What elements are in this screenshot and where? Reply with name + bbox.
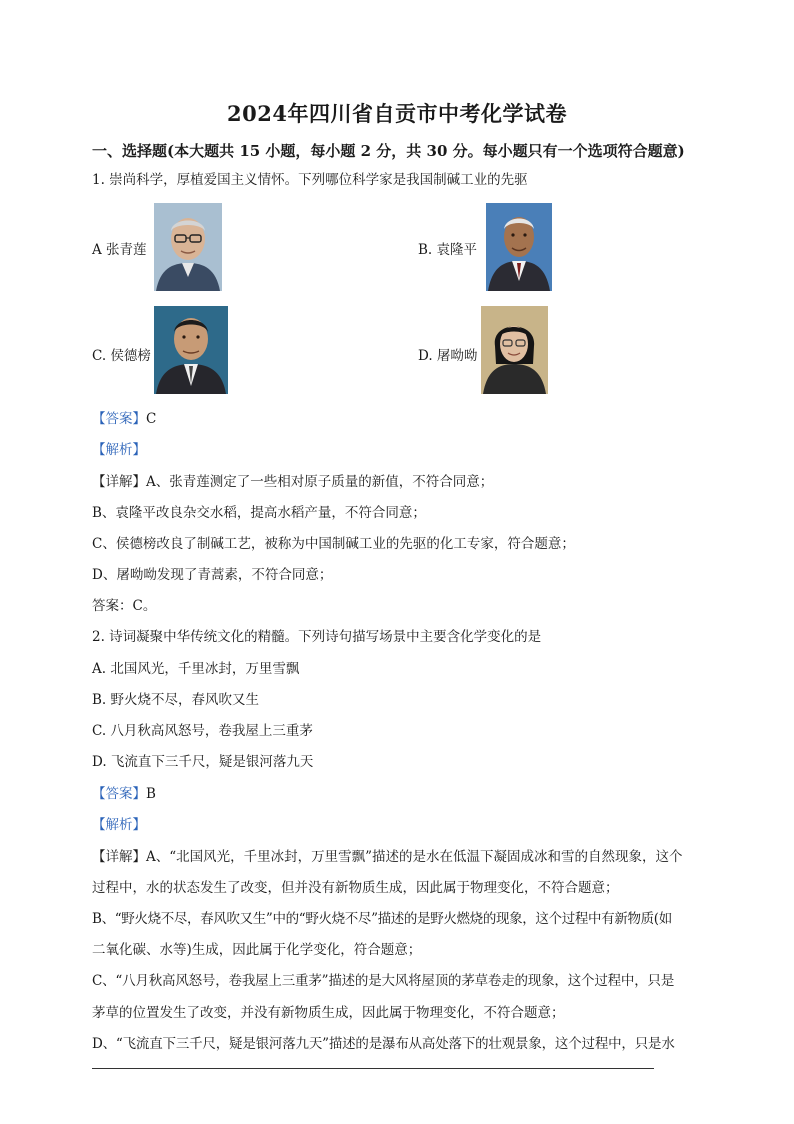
detail-tag: 【详解】 [92, 849, 146, 865]
q2-detail-line: 茅草的位置发生了改变，并没有新物质生成，因此属于物理变化，不符合题意； [92, 1005, 565, 1021]
detail-text: A、“北国风光，千里冰封，万里雪飘”描述的是水在低温下凝固成冰和雪的自然现象，这个 [146, 849, 683, 865]
question-1-stem: 1. 崇尚科学，厚植爱国主义情怀。下列哪位科学家是我国制碱工业的先驱 [92, 172, 528, 188]
q2-option-d: D. 飞流直下三千尺，疑是银河落九天 [92, 754, 314, 770]
option-c-label: C. 侯德榜 [92, 348, 151, 364]
footer-divider [92, 1068, 654, 1069]
q2-detail-line [92, 847, 683, 867]
section-heading: 一、选择题(本大题共 15 小题，每小题 2 分，共 30 分。每小题只有一个选项符合题意) [92, 142, 685, 160]
q1-detail-line: C、侯德榜改良了制碱工艺，被称为中国制碱工业的先驱的化工专家，符合题意； [92, 536, 575, 552]
answer-tag: 【答案】 [92, 411, 146, 427]
q2-answer [92, 784, 156, 804]
answer-value: C [146, 411, 157, 427]
q1-detail-line [92, 472, 493, 492]
q2-detail-line: 过程中，水的状态发生了改变，但并没有新物质生成，因此属于物理变化，不符合题意； [92, 880, 619, 896]
q1-detail-line: D、屠呦呦发现了青蒿素，不符合同意； [92, 567, 333, 583]
q2-option-c: C. 八月秋高风怒号，卷我屋上三重茅 [92, 723, 313, 739]
q2-detail-line: D、“飞流直下三千尺，疑是银河落九天”描述的是瀑布从高处落下的壮观景象，这个过程中，只是水 [92, 1036, 675, 1052]
portrait-yuan-longping [486, 203, 552, 291]
option-d-label: D. 屠呦呦 [418, 348, 478, 364]
portrait-zhang-qinglian [154, 203, 222, 291]
q1-final-answer: 答案：C。 [92, 598, 157, 614]
q2-detail-line: 二氧化碳、水等)生成，因此属于化学变化，符合题意； [92, 942, 422, 958]
q1-answer [92, 409, 156, 429]
answer-value: B [146, 786, 156, 802]
q2-detail-line: C、“八月秋高风怒号，卷我屋上三重茅”描述的是大风将屋顶的茅草卷走的现象，这个过程中，只是 [92, 973, 675, 989]
question-2-stem: 2. 诗词凝聚中华传统文化的精髓。下列诗句描写场景中主要含化学变化的是 [92, 629, 542, 645]
option-b-label: B. 袁隆平 [418, 242, 478, 258]
option-a-label: A 张青莲 [92, 242, 147, 258]
q1-detail-line: B、袁隆平改良杂交水稻，提高水稻产量，不符合同意； [92, 505, 426, 521]
q2-detail-line: B、“野火烧不尽，春风吹又生”中的“野火烧不尽”描述的是野火燃烧的现象，这个过程中有新物质(如 [92, 911, 672, 927]
q2-option-a: A. 北国风光，千里冰封，万里雪飘 [92, 661, 300, 677]
detail-tag: 【详解】 [92, 474, 146, 490]
q2-option-b: B. 野火烧不尽，春风吹又生 [92, 692, 260, 708]
detail-text: A、张青莲测定了一些相对原子质量的新值，不符合同意； [146, 474, 494, 490]
answer-tag: 【答案】 [92, 786, 146, 802]
portrait-tu-youyou [481, 306, 548, 394]
q1-analysis-tag: 【解析】 [92, 442, 146, 458]
q2-analysis-tag: 【解析】 [92, 817, 146, 833]
portrait-hou-debang [154, 306, 228, 394]
page-title: 2024年四川省自贡市中考化学试卷 [227, 101, 567, 126]
